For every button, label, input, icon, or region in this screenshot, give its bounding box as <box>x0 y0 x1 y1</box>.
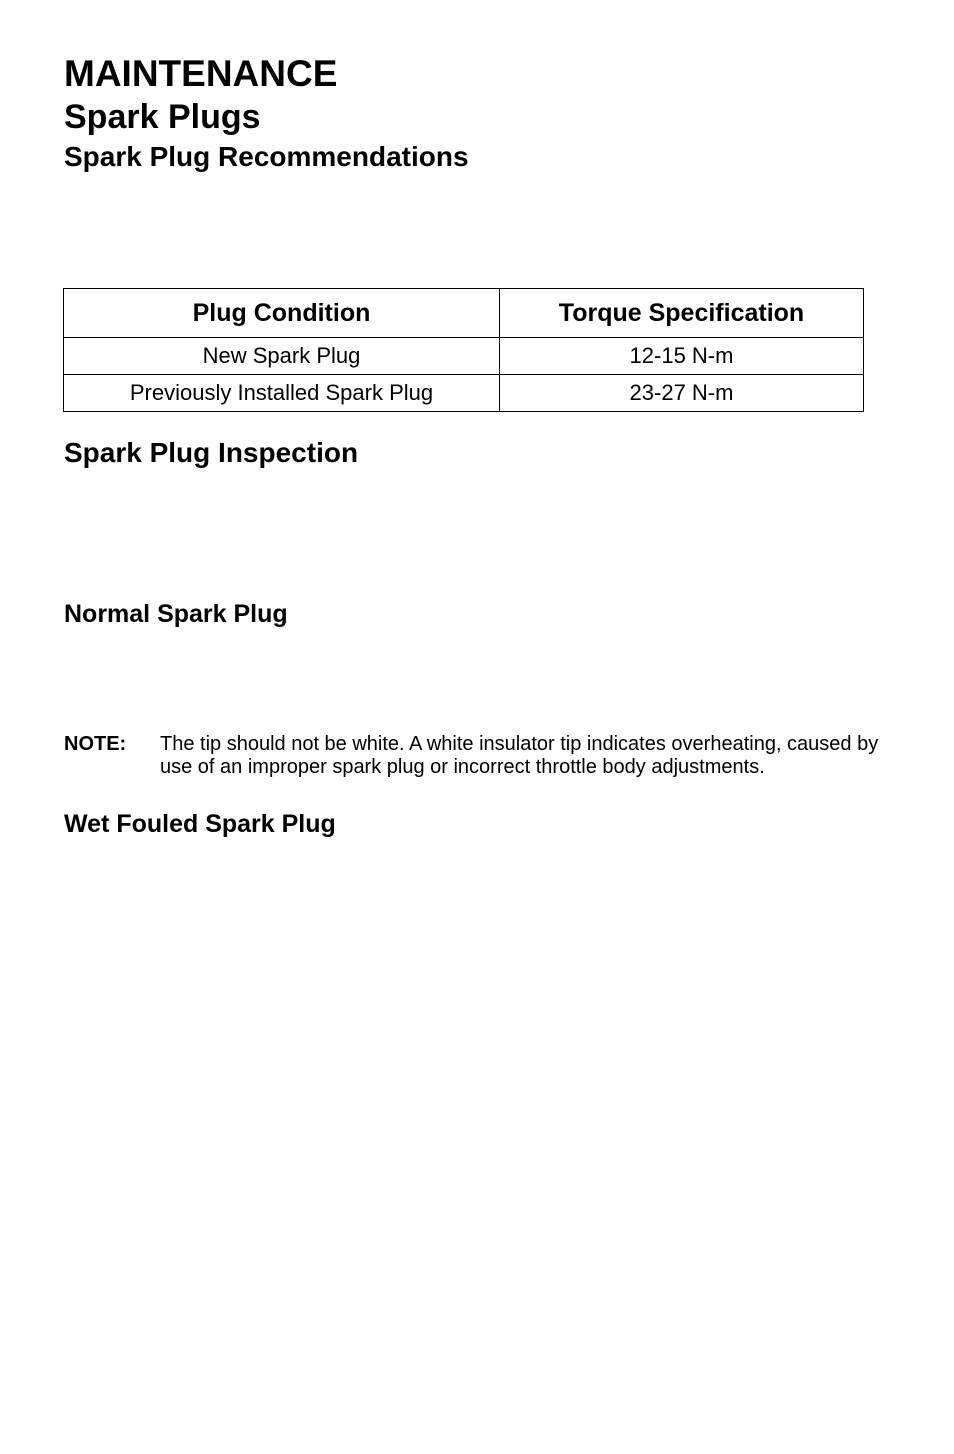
page-title: MAINTENANCE <box>64 53 338 94</box>
table-cell-torque-specification: 23-27 N-m <box>500 375 864 412</box>
recommendations-heading: Spark Plug Recommendations <box>64 141 469 172</box>
section-title: Spark Plugs <box>64 98 261 136</box>
table-cell-plug-condition: Previously Installed Spark Plug <box>64 375 500 412</box>
table-header-row <box>64 289 864 338</box>
torque-spec-table <box>63 288 864 412</box>
table-cell-torque-specification: 12-15 N-m <box>500 338 864 375</box>
note-text: The tip should not be white. A white insulator tip indicates overheating, caused by use of an improper spark plug or incorrect throttle body adjustments. <box>160 733 879 778</box>
table-row <box>64 338 864 375</box>
column-header-torque-specification: Torque Specification <box>500 289 864 338</box>
note-block <box>64 733 884 779</box>
table-row <box>64 375 864 412</box>
inspection-heading: Spark Plug Inspection <box>64 437 359 468</box>
note-label: NOTE: <box>64 733 127 755</box>
table-cell-plug-condition: New Spark Plug <box>64 338 500 375</box>
column-header-plug-condition: Plug Condition <box>64 289 500 338</box>
wet-fouled-spark-plug-heading: Wet Fouled Spark Plug <box>64 810 336 838</box>
normal-spark-plug-heading: Normal Spark Plug <box>64 600 288 628</box>
